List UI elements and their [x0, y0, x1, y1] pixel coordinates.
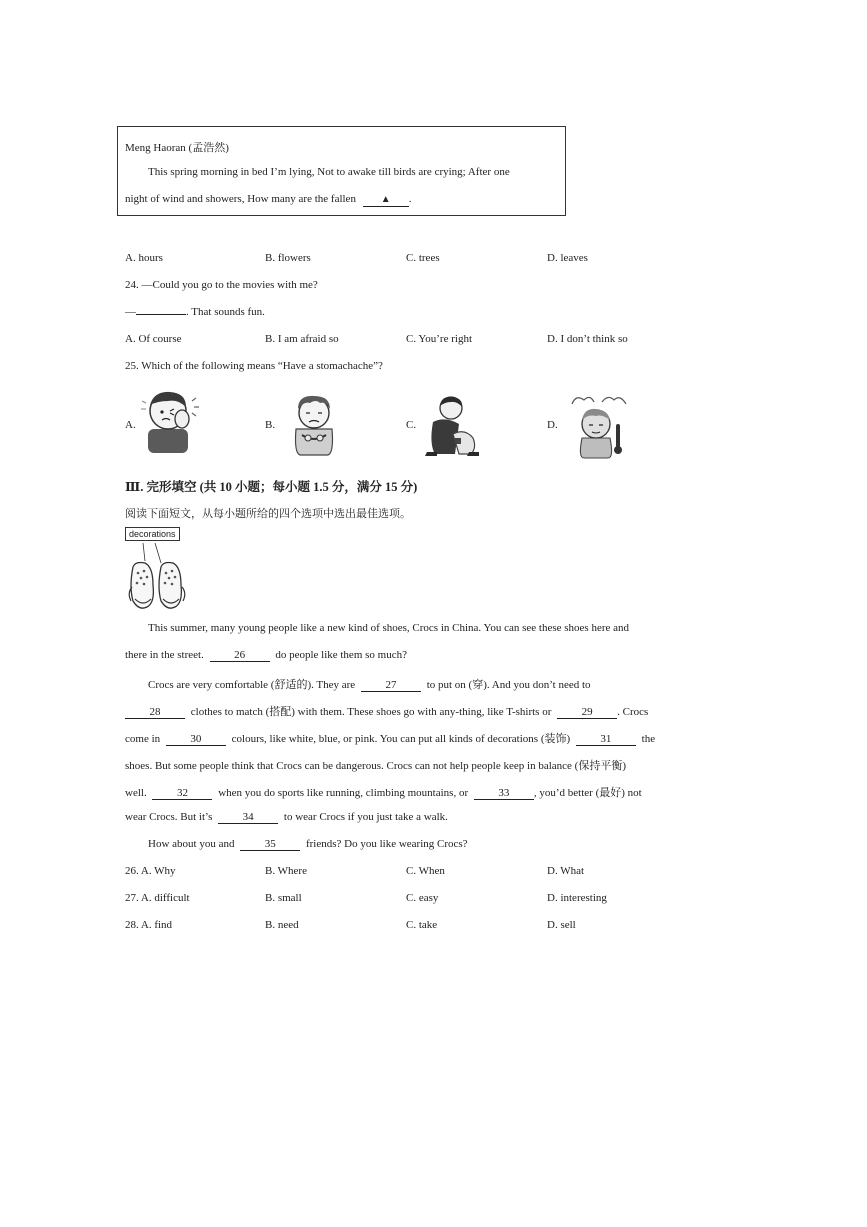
toothache-picture [140, 387, 210, 455]
passage-text: . Crocs [617, 706, 649, 718]
blank-31: 31 [576, 733, 636, 746]
q28-option-d: D. sell [547, 919, 576, 931]
passage-line-7 [125, 784, 642, 800]
q24-blank [136, 314, 186, 315]
passage-text: do people like them so much? [275, 649, 407, 661]
q24-option-a: A. Of course [125, 333, 182, 345]
passage-text: come in [125, 733, 161, 745]
passage-text: when you do sports like running, climbing mountains, or [218, 787, 469, 799]
q26-option-b: B. Where [265, 865, 307, 877]
blank-28: 28 [125, 706, 185, 719]
q24-option-b: B. I am afraid so [265, 333, 339, 345]
hurt-knee-picture [425, 394, 485, 458]
section-3-instruction: 阅读下面短文，从每小题所给的四个选项中选出最佳选项。 [125, 508, 411, 520]
passage-text: colours, like white, blue, or pink. You can put all kinds of decorations (装饰) [231, 733, 571, 745]
poem-line-1: This spring morning in bed I’m lying, Not to awake till birds are crying; After one [148, 166, 510, 178]
q27-option-d: D. interesting [547, 892, 607, 904]
blank-34: 34 [218, 811, 278, 824]
q23-option-d: D. leaves [547, 252, 588, 264]
q26-option-d: D. What [547, 865, 585, 877]
section-3-heading: Ⅲ. 完形填空 (共 10 小题；每小题 1.5 分，满分 15 分) [125, 480, 418, 494]
passage-text: clothes to match (搭配) with them. These shoes go with any-thing, like T-shirts or [190, 706, 552, 718]
passage-line-9 [148, 838, 468, 851]
blank-32: 32 [152, 787, 212, 800]
q28-option-b: B. need [265, 919, 299, 931]
passage-line-3 [148, 676, 591, 692]
passage-text: there in the street. [125, 649, 204, 661]
q24-reply-text: . That sounds fun. [186, 306, 265, 318]
poem-blank: ▲ [363, 194, 409, 207]
q25-prompt: 25. Which of the following means “Have a stomachache”? [125, 360, 383, 372]
passage-text: wear Crocs. But it’s [125, 811, 213, 823]
q27-option-a: 27. A. difficult [125, 892, 190, 904]
poem-line-2-text: night of wind and showers, How many are the fallen [125, 193, 356, 205]
blank-27: 27 [361, 679, 421, 692]
poem-author: Meng Haoran (孟浩然) [125, 142, 229, 154]
passage-text: , you’d better (最好) not [533, 787, 642, 799]
q24-option-c: C. You’re right [406, 333, 473, 345]
blank-35: 35 [240, 838, 300, 851]
blank-29: 29 [557, 706, 617, 719]
fever-picture [568, 394, 630, 460]
passage-line-2 [125, 649, 407, 662]
q27-option-c: C. easy [406, 892, 439, 904]
passage-text: to wear Crocs if you just take a walk. [283, 811, 448, 823]
poem-line-2 [125, 193, 411, 207]
q25-option-a: A. [125, 419, 136, 431]
passage-text: Crocs are very comfortable (舒适的). They are [148, 679, 356, 691]
passage-line-8 [125, 811, 448, 824]
blank-26: 26 [210, 649, 270, 662]
poem-line-2-end: . [408, 193, 412, 205]
decorations-label: decorations [125, 527, 180, 541]
blank-33: 33 [474, 787, 534, 800]
q24-option-d: D. I don’t think so [547, 333, 628, 345]
q25-option-c: C. [406, 419, 417, 431]
passage-text: to put on (穿). And you don’t need to [426, 679, 591, 691]
q26-option-c: C. When [406, 865, 445, 877]
passage-line-1: This summer, many young people like a new kind of shoes, Crocs in China. You can see these shoes here and [148, 622, 630, 634]
q24-reply-dash: — [125, 306, 136, 318]
q24-prompt: 24. —Could you go to the movies with me? [125, 279, 318, 291]
passage-text: the [641, 733, 656, 745]
q24-reply [125, 306, 265, 318]
passage-text: friends? Do you like wearing Crocs? [305, 838, 468, 850]
q23-option-c: C. trees [406, 252, 440, 264]
q27-option-b: B. small [265, 892, 302, 904]
passage-text: well. [125, 787, 147, 799]
passage-text: How about you and [148, 838, 235, 850]
q23-option-a: A. hours [125, 252, 163, 264]
q23-option-b: B. flowers [265, 252, 311, 264]
q26-option-a: 26. A. Why [125, 865, 176, 877]
q28-option-c: C. take [406, 919, 438, 931]
stomachache-picture [286, 391, 342, 457]
passage-line-4 [125, 703, 648, 719]
blank-30: 30 [166, 733, 226, 746]
q28-option-a: 28. A. find [125, 919, 173, 931]
q25-option-b: B. [265, 419, 276, 431]
passage-line-6: shoes. But some people think that Crocs can be dangerous. Crocs can not help people keep in balance (保持平衡) [125, 760, 626, 772]
passage-line-5 [125, 730, 655, 746]
q25-option-d: D. [547, 419, 558, 431]
